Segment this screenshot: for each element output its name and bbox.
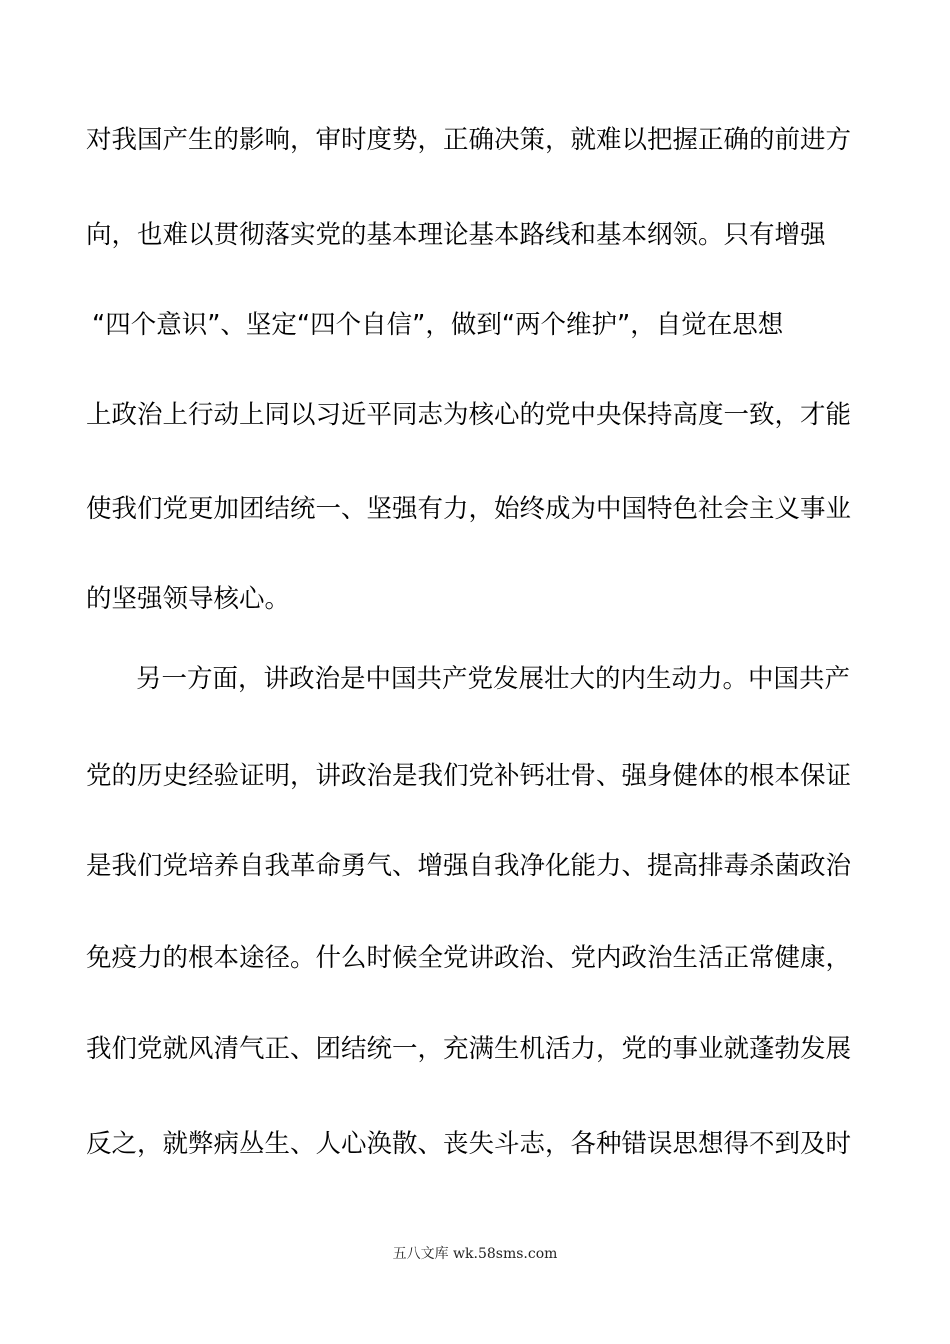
text-line: 另一方面，讲政治是中国共产党发展壮大的内生动力。中国共产 xyxy=(136,664,851,694)
text-line: 的坚强领导核心。 xyxy=(86,584,291,614)
text-line: 向，也难以贯彻落实党的基本理论基本路线和基本纲领。只有增强 xyxy=(86,220,826,250)
text-line: 免疫力的根本途径。什么时候全党讲政治、党内政治生活正常健康， xyxy=(86,943,852,973)
text-line: “四个意识”、坚定“四个自信”，做到“两个维护”，自觉在思想 xyxy=(92,310,784,340)
text-line: 我们党就风清气正、团结统一，充满生机活力，党的事业就蓬勃发展 xyxy=(86,1034,852,1064)
text-line: 党的历史经验证明，讲政治是我们党补钙壮骨、强身健体的根本保证 xyxy=(86,761,852,791)
text-line: 上政治上行动上同以习近平同志为核心的党中央保持高度一致，才能 xyxy=(86,400,852,430)
text-line: 对我国产生的影响，审时度势，正确决策，就难以把握正确的前进方 xyxy=(86,125,852,155)
text-line: 使我们党更加团结统一、坚强有力，始终成为中国特色社会主义事业 xyxy=(86,494,852,524)
footer-watermark: 五八文库 wk.58sms.com xyxy=(392,1246,558,1262)
text-line: 是我们党培养自我革命勇气、增强自我净化能力、提高排毒杀菌政治 xyxy=(86,851,852,881)
text-line: 反之，就弊病丛生、人心涣散、丧失斗志，各种错误思想得不到及时 xyxy=(86,1129,852,1159)
